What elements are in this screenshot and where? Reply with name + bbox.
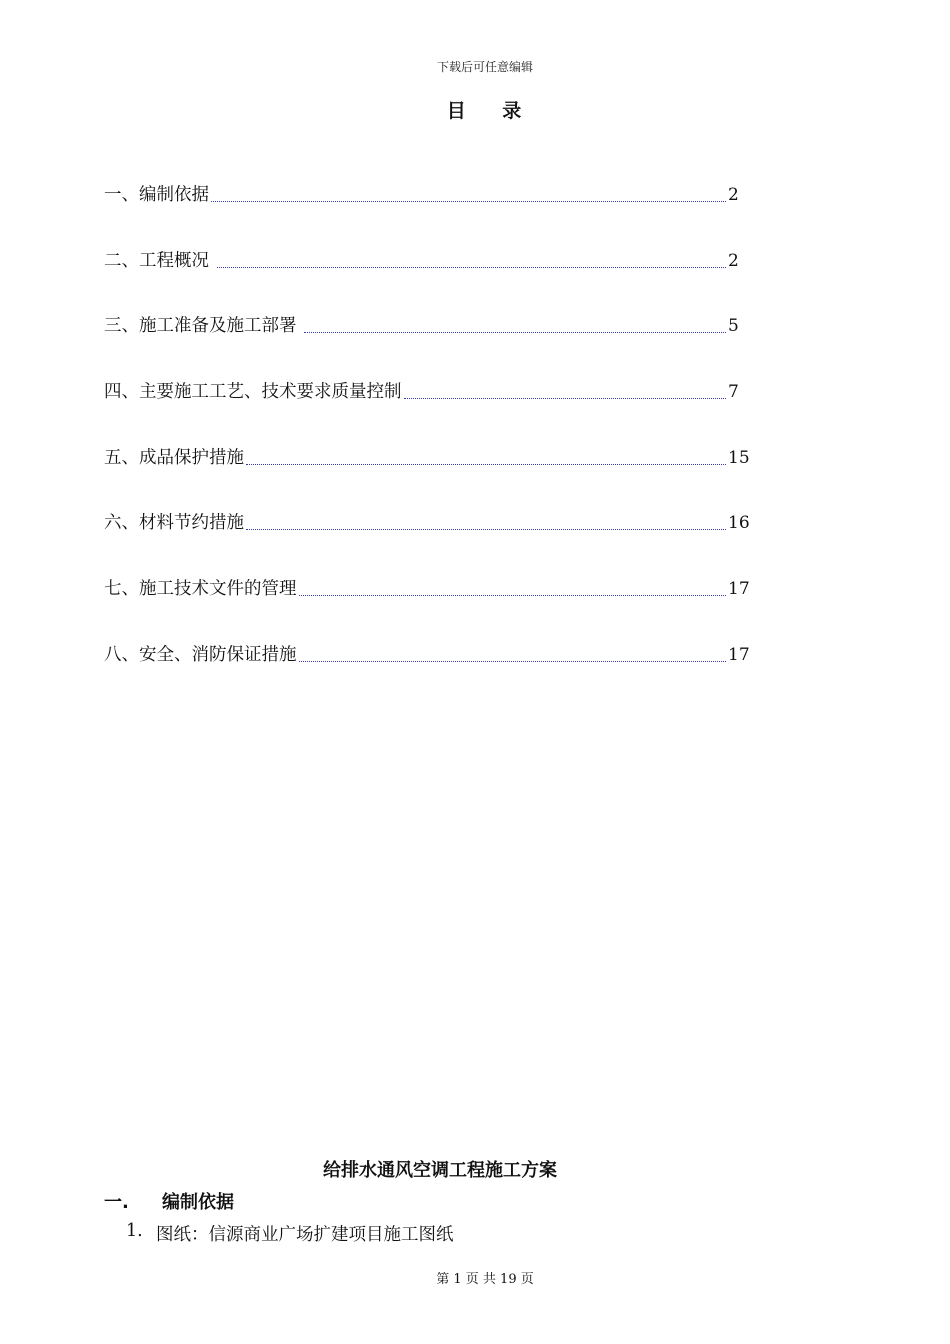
toc-entry[interactable] (104, 248, 764, 314)
list-item-text: 图纸：信源商业广场扩建项目施工图纸 (156, 1225, 454, 1245)
toc-entry-label: 八、安全、消防保证措施 (104, 644, 297, 665)
toc-entry[interactable] (104, 642, 764, 708)
toc-entry-page: 2 (728, 250, 739, 271)
document-title: 给排水通风空调工程施工方案 (323, 1160, 557, 1181)
toc-entry[interactable] (104, 313, 764, 379)
toc-entry-page: 2 (728, 185, 739, 205)
toc-leader (299, 660, 727, 662)
toc-entry-label: 三、施工准备及施工部署 (104, 316, 303, 337)
toc-entry-label: 四、主要施工工艺、技术要求质量控制 (104, 382, 402, 403)
toc-entry-page: 17 (728, 579, 750, 600)
toc-entry-label: 七、施工技术文件的管理 (104, 579, 297, 600)
section-heading (104, 1188, 234, 1214)
toc-leader (299, 594, 727, 596)
section-title: 编制依据 (162, 1192, 234, 1213)
toc-entry[interactable] (104, 445, 764, 511)
section-number: 一. (104, 1192, 129, 1213)
toc-entry[interactable] (104, 510, 764, 576)
list-item-number: 1. (126, 1221, 143, 1241)
toc-entry-page: 5 (728, 316, 739, 337)
toc-entry-label: 五、成品保护措施 (104, 447, 244, 468)
toc-entry-page: 17 (728, 644, 750, 665)
toc-leader (304, 331, 726, 333)
toc-entry-page: 7 (728, 382, 739, 403)
toc-leader (217, 266, 726, 268)
page-footer: 第 1 页 共 19 页 (436, 1272, 534, 1287)
toc-entry-label: 二、工程概况 (104, 250, 215, 271)
toc-entry-page: 15 (728, 447, 750, 468)
toc-leader (211, 200, 726, 202)
toc-entry-page: 16 (728, 513, 750, 534)
toc-entry-label: 一、编制依据 (104, 185, 209, 205)
toc-entry[interactable] (104, 379, 764, 445)
list-item (126, 1221, 454, 1246)
header-note: 下载后可任意编辑 (436, 60, 533, 74)
toc-list (104, 182, 764, 708)
toc-entry-label: 六、材料节约措施 (104, 513, 244, 534)
toc-entry[interactable] (104, 182, 764, 248)
toc-leader (246, 528, 726, 530)
toc-leader (404, 397, 727, 399)
toc-leader (246, 463, 726, 465)
toc-title: 目 录 (446, 100, 524, 122)
toc-entry[interactable] (104, 576, 764, 642)
